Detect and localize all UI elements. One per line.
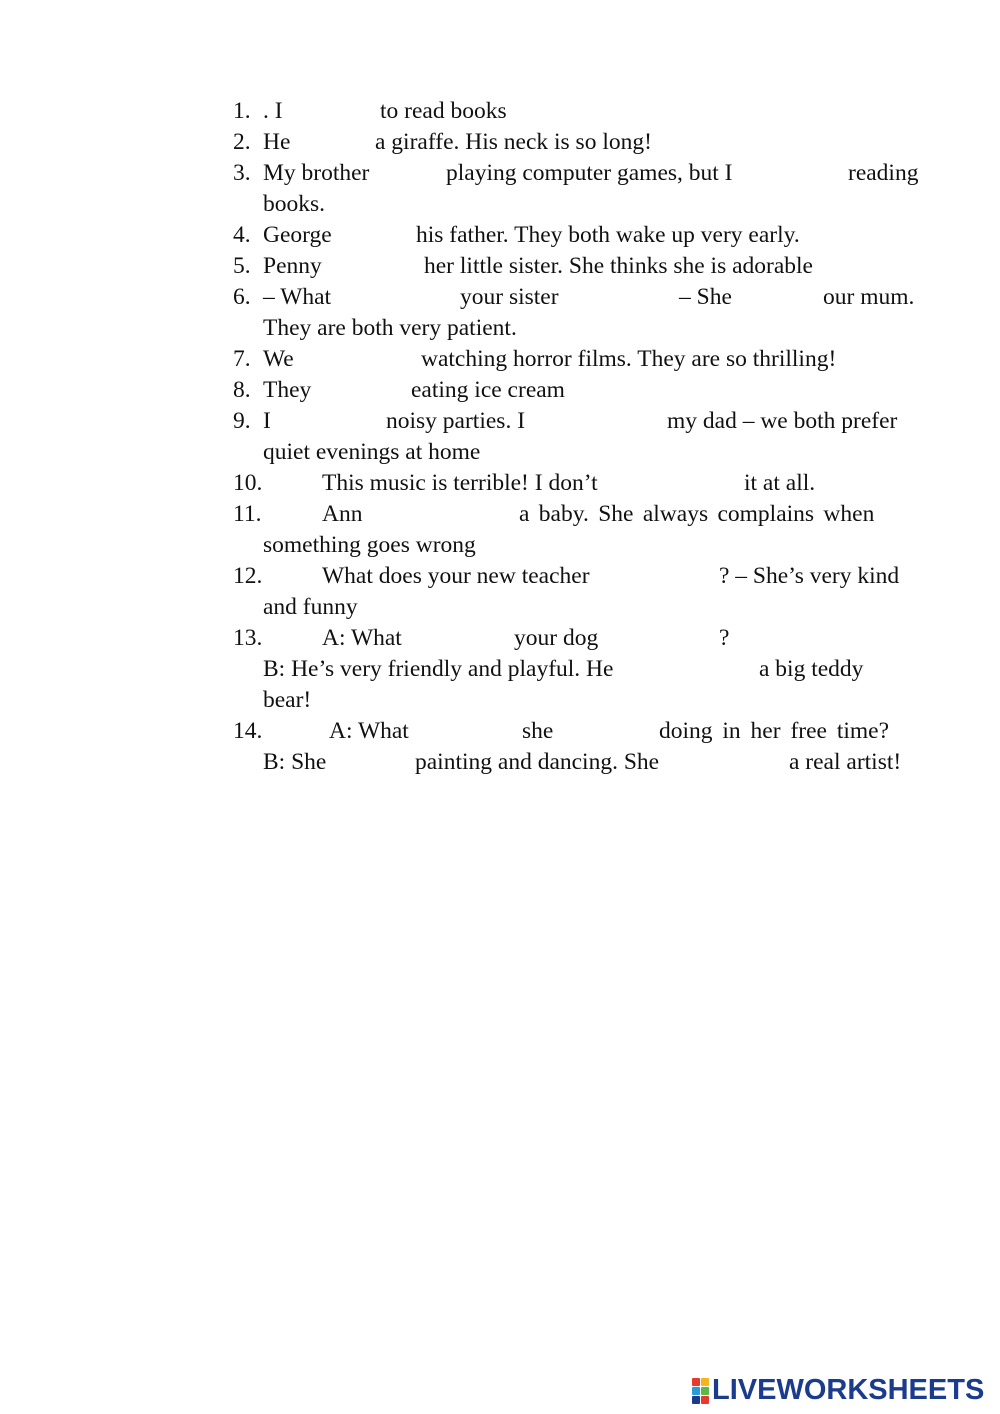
question-text: quiet evenings at home xyxy=(263,439,481,465)
question-text: a big teddy xyxy=(759,656,864,682)
question-9 xyxy=(0,406,1000,437)
question-text: to read books xyxy=(380,98,507,124)
question-text: a real artist! xyxy=(789,749,902,775)
answer-blank[interactable] xyxy=(418,627,510,651)
question-number: 13. xyxy=(233,625,263,651)
question-text: eating ice cream xyxy=(411,377,565,403)
answer-blank[interactable] xyxy=(550,410,662,434)
question-13-continued xyxy=(0,685,1000,716)
answer-blank[interactable] xyxy=(322,379,406,403)
question-8 xyxy=(0,375,1000,406)
question-3 xyxy=(0,158,1000,189)
question-number: 2. xyxy=(233,129,251,155)
question-text: books. xyxy=(263,191,326,217)
question-text: They are both very patient. xyxy=(263,315,517,341)
answer-blank[interactable] xyxy=(298,131,370,155)
question-text: ? xyxy=(719,625,730,651)
logo-square-red-2 xyxy=(701,1396,709,1404)
answer-blank[interactable] xyxy=(340,751,410,775)
question-number: 4. xyxy=(233,222,251,248)
question-11 xyxy=(0,499,1000,530)
question-text: something goes wrong xyxy=(263,532,476,558)
question-text: doing in her free time? xyxy=(659,718,890,744)
logo-square-green xyxy=(701,1387,709,1395)
question-text: a baby. She always complains when xyxy=(519,501,875,527)
question-text: We xyxy=(263,346,294,372)
question-text: George xyxy=(263,222,332,248)
question-7 xyxy=(0,344,1000,375)
question-text: a giraffe. His neck is so long! xyxy=(375,129,652,155)
question-13 xyxy=(0,623,1000,654)
question-11-continued xyxy=(0,530,1000,561)
question-14-answer xyxy=(0,747,1000,778)
question-12 xyxy=(0,561,1000,592)
question-number: 11. xyxy=(233,501,262,527)
question-text: My brother xyxy=(263,160,370,186)
question-number: 8. xyxy=(233,377,251,403)
answer-blank[interactable] xyxy=(670,658,754,682)
question-text: watching horror films. They are so thrilling! xyxy=(421,346,837,372)
question-6 xyxy=(0,282,1000,313)
question-text: B: He’s very friendly and playful. He xyxy=(263,656,614,682)
question-2 xyxy=(0,127,1000,158)
liveworksheets-logo xyxy=(692,1372,992,1408)
question-10 xyxy=(0,468,1000,499)
question-13-answer xyxy=(0,654,1000,685)
logo-text: LIVEWORKSHEETS xyxy=(712,1374,985,1406)
logo-square-blue xyxy=(692,1387,700,1395)
answer-blank[interactable] xyxy=(562,720,654,744)
question-text: A: What xyxy=(322,625,402,651)
question-text: What does your new teacher xyxy=(322,563,590,589)
question-text: noisy parties. I xyxy=(386,408,526,434)
question-number: 6. xyxy=(233,284,251,310)
question-text: my dad – we both prefer xyxy=(667,408,898,434)
answer-blank[interactable] xyxy=(698,751,784,775)
question-number: 3. xyxy=(233,160,251,186)
question-text: – What xyxy=(263,284,332,310)
question-text: she xyxy=(522,718,554,744)
question-text: playing computer games, but I xyxy=(446,160,733,186)
question-text: . I xyxy=(263,98,283,124)
answer-blank[interactable] xyxy=(388,162,442,186)
answer-blank[interactable] xyxy=(578,286,674,310)
question-number: 10. xyxy=(233,470,263,496)
question-text: Penny xyxy=(263,253,322,279)
answer-blank[interactable] xyxy=(292,100,374,124)
question-number: 1. xyxy=(233,98,251,124)
question-text: He xyxy=(263,129,291,155)
question-1 xyxy=(0,96,1000,127)
question-6-continued xyxy=(0,313,1000,344)
question-text: I xyxy=(263,408,271,434)
answer-blank[interactable] xyxy=(346,224,412,248)
question-text: your sister xyxy=(460,284,559,310)
answer-blank[interactable] xyxy=(772,162,844,186)
question-number: 7. xyxy=(233,346,251,372)
question-text: her little sister. She thinks she is adorable xyxy=(424,253,813,279)
question-14 xyxy=(0,716,1000,747)
question-text: your dog xyxy=(514,625,599,651)
question-text: it at all. xyxy=(744,470,816,496)
logo-square-blue-2 xyxy=(692,1396,700,1404)
question-number: 12. xyxy=(233,563,263,589)
question-text: This music is terrible! I don’t xyxy=(322,470,598,496)
question-5 xyxy=(0,251,1000,282)
answer-blank[interactable] xyxy=(306,348,416,372)
question-number: 5. xyxy=(233,253,251,279)
question-text: bear! xyxy=(263,687,312,713)
question-text: reading xyxy=(848,160,919,186)
answer-blank[interactable] xyxy=(278,410,382,434)
answer-blank[interactable] xyxy=(616,627,714,651)
question-number: 9. xyxy=(233,408,251,434)
question-12-continued xyxy=(0,592,1000,623)
logo-square-yellow xyxy=(701,1378,709,1386)
answer-blank[interactable] xyxy=(424,720,516,744)
question-text: his father. They both wake up very early. xyxy=(416,222,800,248)
question-text: and funny xyxy=(263,594,358,620)
answer-blank[interactable] xyxy=(744,286,818,310)
question-3-continued xyxy=(0,189,1000,220)
answer-blank[interactable] xyxy=(346,286,456,310)
question-text: They xyxy=(263,377,312,403)
answer-blank[interactable] xyxy=(644,472,740,496)
logo-square-red xyxy=(692,1378,700,1386)
question-text: A: What xyxy=(329,718,409,744)
answer-blank[interactable] xyxy=(374,503,514,527)
question-text: ? – She’s very kind xyxy=(719,563,900,589)
answer-blank[interactable] xyxy=(334,255,420,279)
question-text: – She xyxy=(679,284,732,310)
question-9-continued xyxy=(0,437,1000,468)
question-text: B: She xyxy=(263,749,327,775)
question-text: our mum. xyxy=(823,284,915,310)
question-text: painting and dancing. She xyxy=(415,749,660,775)
answer-blank[interactable] xyxy=(636,565,714,589)
question-number: 14. xyxy=(233,718,263,744)
question-4 xyxy=(0,220,1000,251)
question-text: Ann xyxy=(322,501,363,527)
